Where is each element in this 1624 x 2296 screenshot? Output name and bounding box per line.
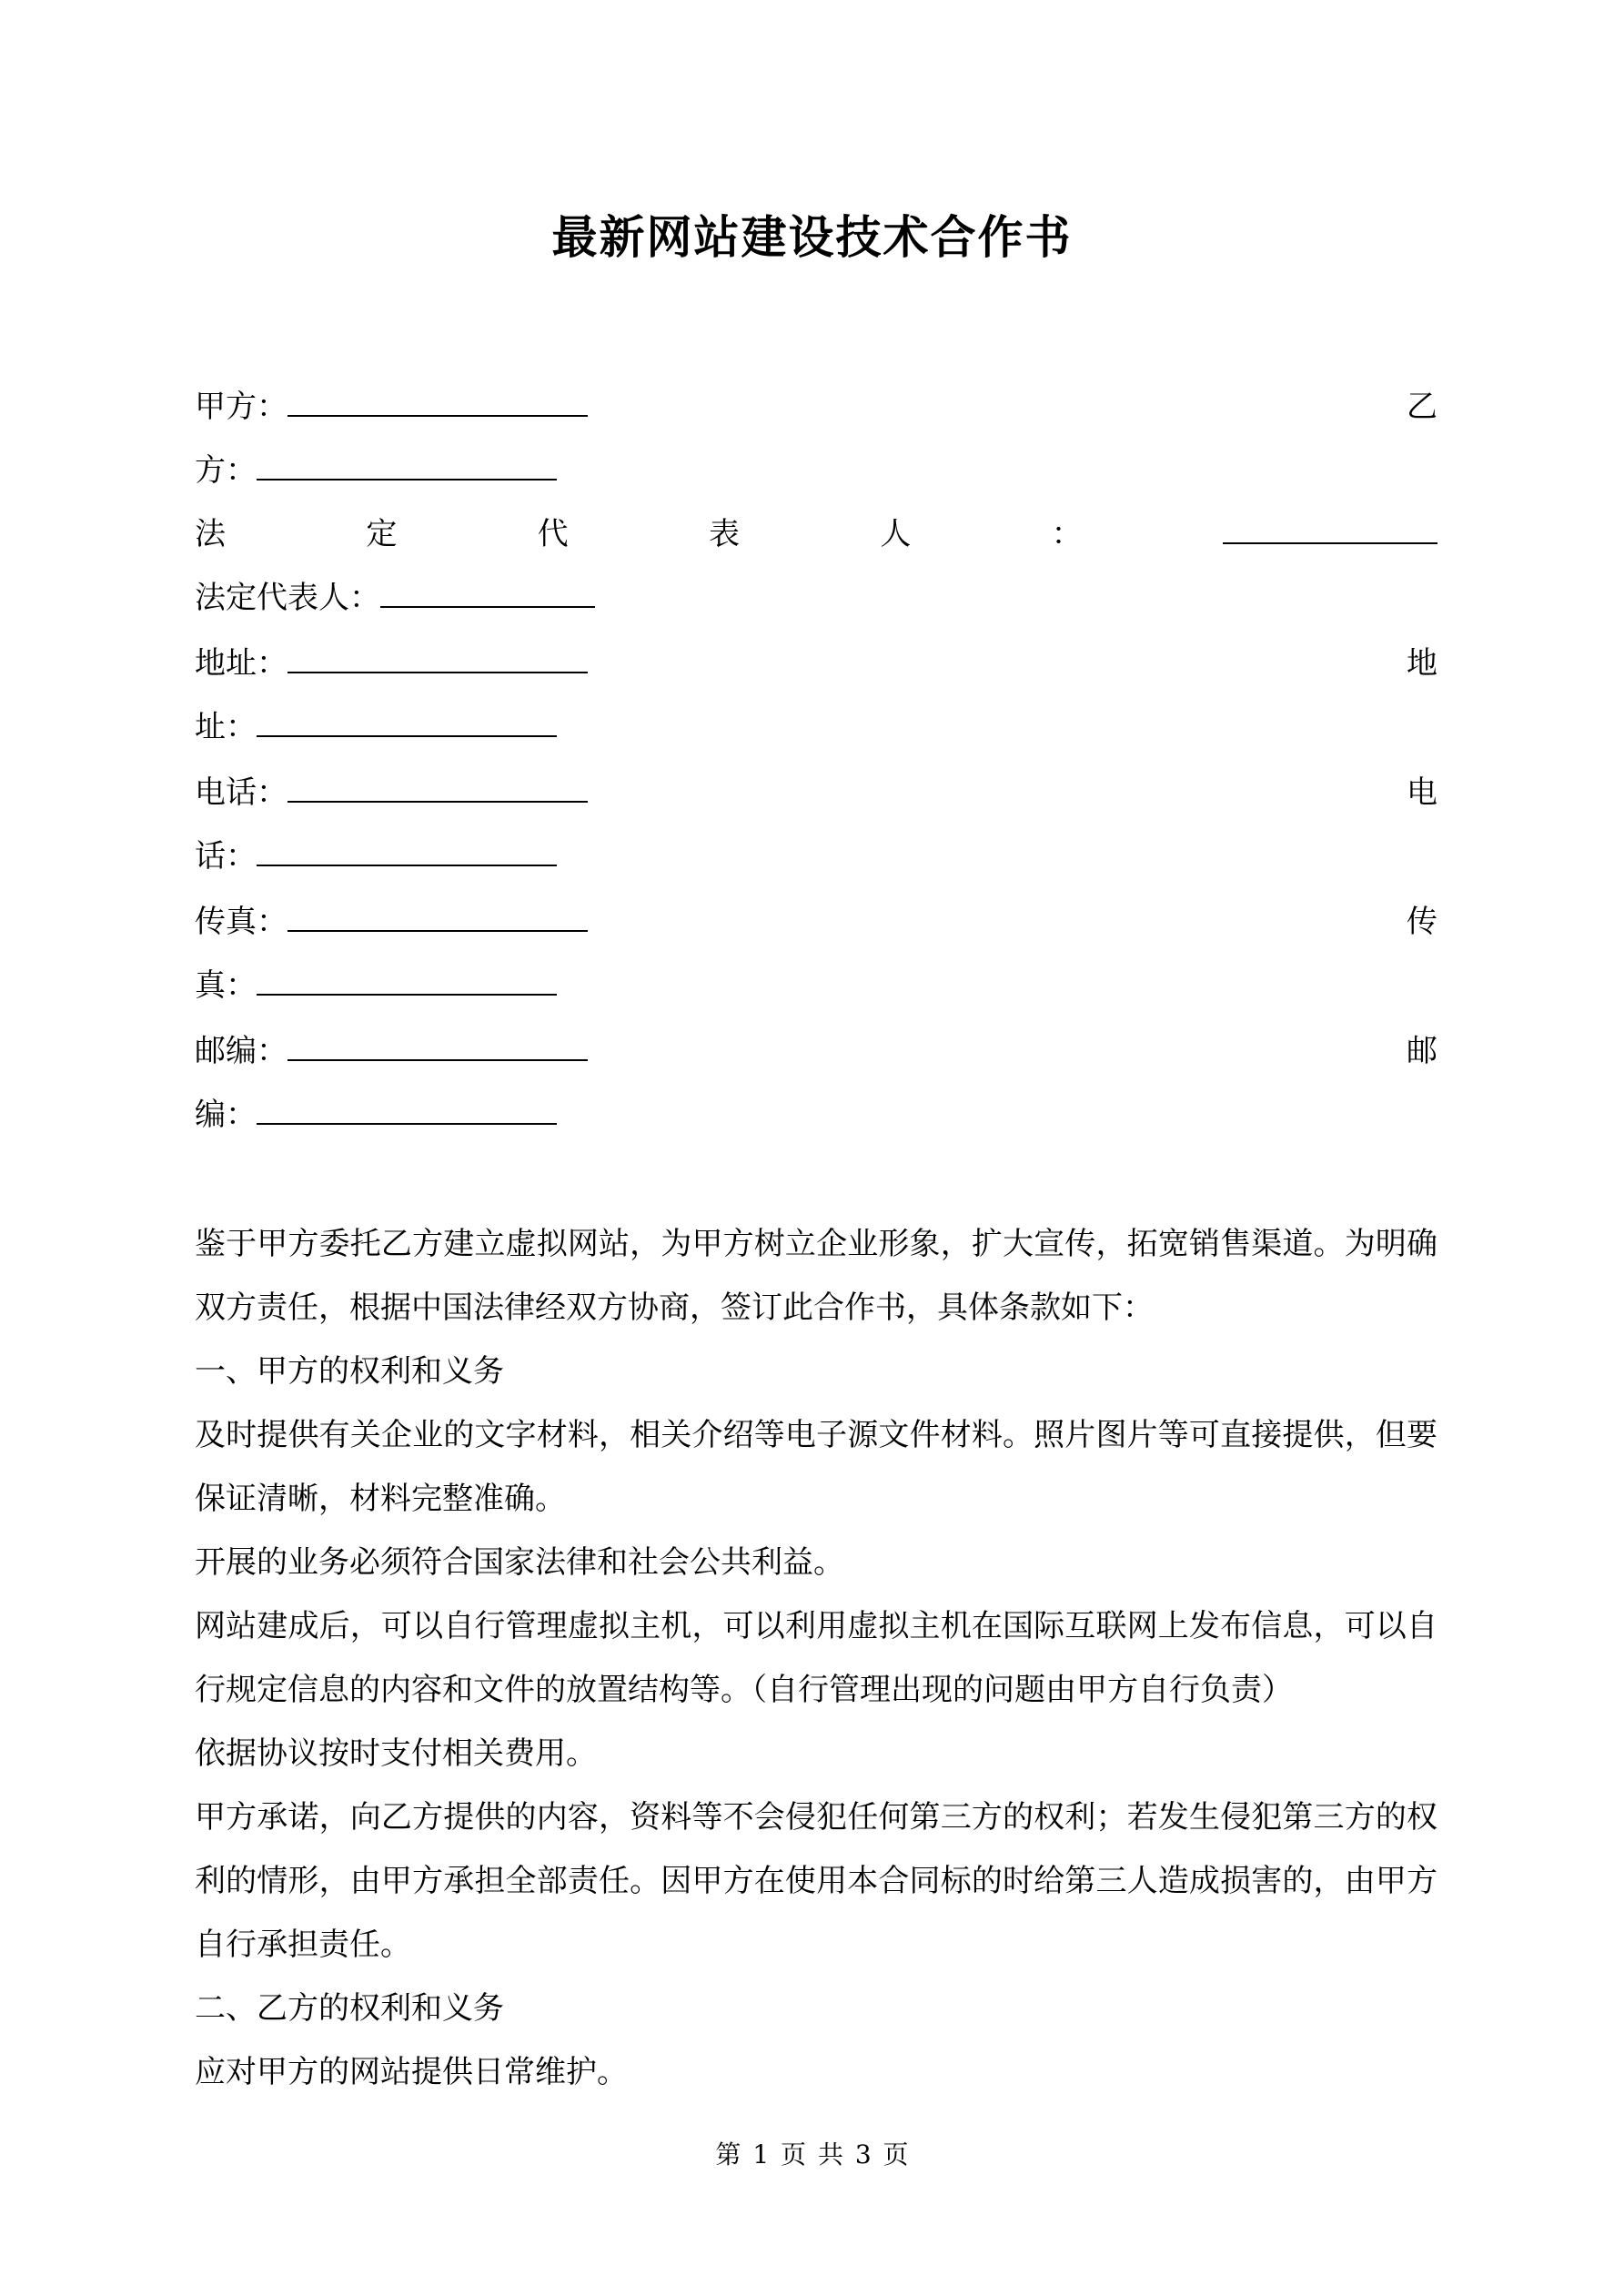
postcode-a-line — [195, 1019, 1437, 1083]
postcode-b-blank — [257, 1096, 557, 1125]
phone-b-blank — [257, 837, 557, 866]
party-a-blank — [287, 388, 588, 417]
legal-rep-char: 定 — [366, 516, 398, 552]
clause-paragraph: 甲方承诺，向乙方提供的内容，资料等不会侵犯任何第三方的权利；若发生侵犯第三方的权利的情形，由甲方承担全部责任。因甲方在使用本合同标的时给第三人造成损害的，由甲方自行承担责任。 — [195, 1799, 1437, 1963]
postcode-a-blank — [287, 1032, 588, 1061]
party-a-line — [195, 375, 1437, 439]
address-b-label-head: 地 — [1407, 645, 1437, 682]
legal-rep-a-line — [195, 502, 1437, 566]
intro-paragraph: 鉴于甲方委托乙方建立虚拟网站，为甲方树立企业形象，扩大宣传，拓宽销售渠道。为明确双方责任，根据中国法律经双方协商，签订此合作书，具体条款如下： — [195, 1226, 1437, 1326]
clause-paragraph: 应对甲方的网站提供日常维护。 — [195, 2054, 628, 2090]
legal-rep-char: 人 — [880, 516, 912, 552]
clause-paragraph: 及时提供有关企业的文字材料，相关介绍等电子源文件材料。照片图片等可直接提供，但要保证清晰，材料完整准确。 — [195, 1417, 1437, 1517]
legal-rep-b-line — [195, 566, 1437, 630]
postcode-b-line — [195, 1083, 1437, 1147]
section-heading: 二、乙方的权利和义务 — [195, 1990, 504, 2027]
party-b-blank — [257, 451, 557, 480]
postcode-b-label-head: 邮 — [1407, 1033, 1437, 1069]
phone-a-line — [195, 761, 1437, 824]
party-a-label: 甲方： — [195, 389, 287, 425]
postcode-a-label: 邮编： — [195, 1033, 287, 1069]
phone-b-label-head: 电 — [1407, 774, 1437, 811]
legal-rep-b-blank — [380, 579, 595, 608]
legal-rep-b-label: 法定代表人： — [195, 580, 380, 616]
legal-rep-a-blank — [1223, 515, 1437, 544]
address-b-blank — [257, 708, 557, 737]
fax-b-line — [195, 954, 1437, 1017]
legal-rep-char: 法 — [195, 516, 226, 552]
contract-body — [195, 1212, 1437, 2104]
clause-paragraph: 开展的业务必须符合国家法律和社会公共利益。 — [195, 1544, 844, 1581]
document-title: 最新网站建设技术合作书 — [551, 210, 1073, 264]
postcode-b-label-tail: 编： — [195, 1097, 257, 1133]
phone-a-label: 电话： — [195, 774, 287, 811]
legal-rep-char: 表 — [708, 516, 740, 552]
party-b-label-head: 乙 — [1407, 389, 1437, 425]
clause-paragraph: 依据协议按时支付相关费用。 — [195, 1735, 597, 1772]
address-b-line — [195, 695, 1437, 759]
fax-a-label: 传真： — [195, 904, 287, 940]
legal-rep-char: ： — [1051, 516, 1083, 552]
phone-b-label-tail: 话： — [195, 838, 257, 875]
address-a-blank — [287, 644, 588, 673]
fax-a-line — [195, 890, 1437, 954]
fax-b-blank — [257, 966, 557, 996]
address-b-label-tail: 址： — [195, 709, 257, 745]
address-a-label: 地址： — [195, 645, 287, 682]
clause-paragraph: 网站建成后，可以自行管理虚拟主机，可以利用虚拟主机在国际互联网上发布信息，可以自行规定信息的内容和文件的放置结构等。（自行管理出现的问题由甲方自行负责） — [195, 1608, 1437, 1708]
fax-b-label-head: 传 — [1407, 904, 1437, 940]
legal-rep-char: 代 — [537, 516, 569, 552]
section-heading: 一、甲方的权利和义务 — [195, 1353, 504, 1390]
phone-a-blank — [287, 774, 588, 803]
party-b-label-tail: 方： — [195, 452, 257, 489]
address-a-line — [195, 632, 1437, 695]
page-footer: 第 1 页 共 3 页 — [715, 2139, 909, 2170]
fax-a-blank — [287, 903, 588, 932]
party-b-line — [195, 439, 1437, 502]
phone-b-line — [195, 824, 1437, 888]
fax-b-label-tail: 真： — [195, 967, 257, 1004]
